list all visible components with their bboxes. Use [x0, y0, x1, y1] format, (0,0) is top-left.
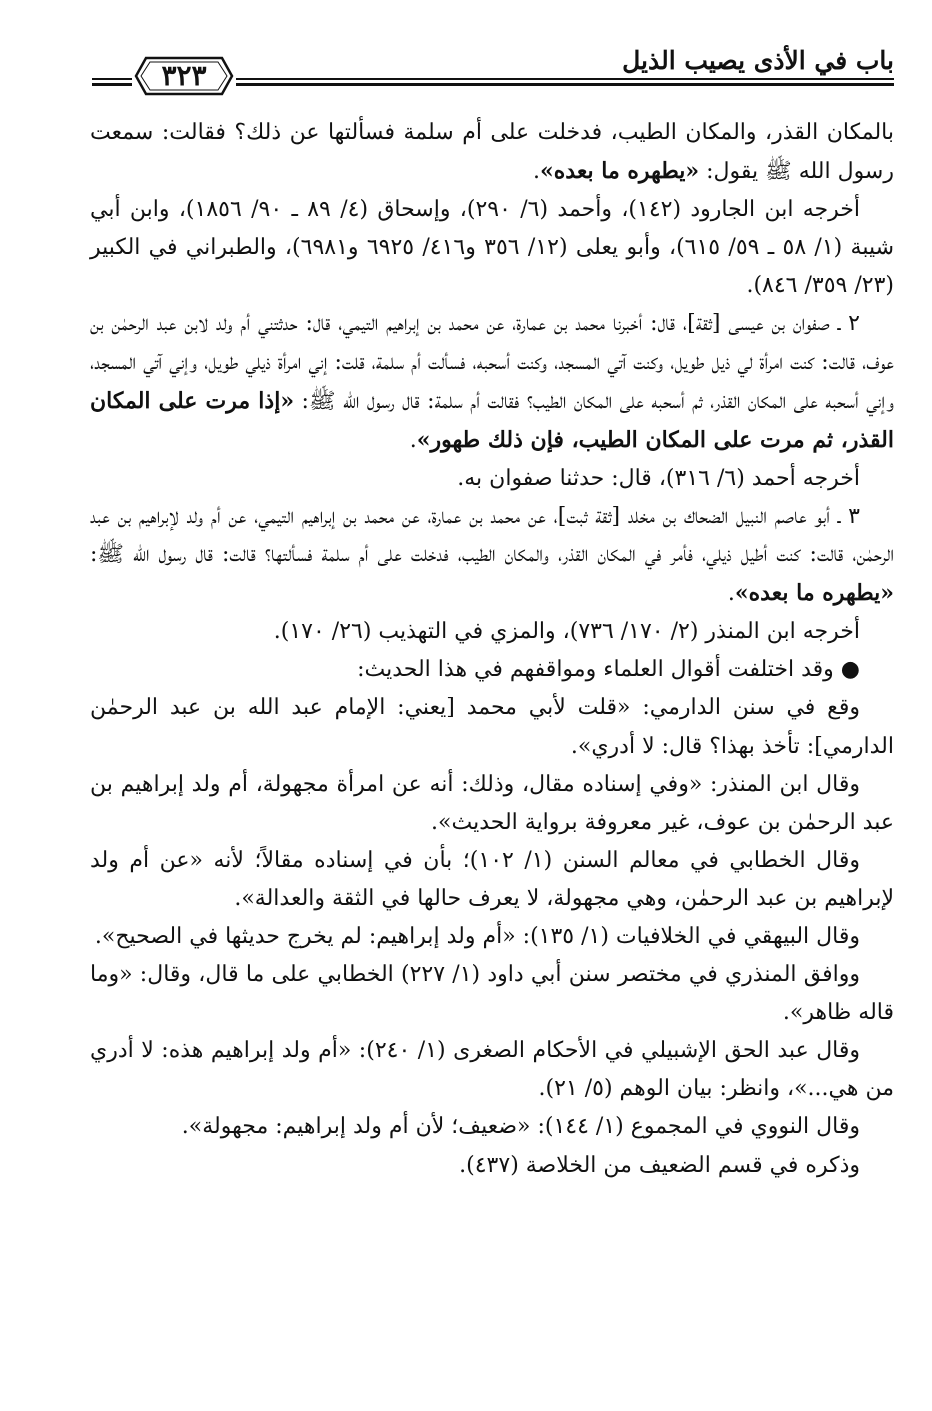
paragraph-12: ووافق المنذري في مختصر سنن أبي داود (١/ ٢٢٧) الخطابي على ما قال، وقال: «وما قاله ظاهر».	[90, 962, 894, 1026]
paragraph-1-text: بالمكان القذر، والمكان الطيب، فدخلت على أم سلمة فسألتها عن ذلك؟ فقالت: سمعت رسول الله ﷺ يقول:	[90, 120, 894, 185]
paragraph-15: وذكره في قسم الضعيف من الخلاصة (٤٣٧).	[459, 1152, 860, 1178]
paragraph-11: وقال البيهقي في الخلافيات (١/ ١٣٥): «أم ولد إبراهيم: لم يخرج حديثها في الصحيح».	[94, 923, 860, 949]
paragraph-2: أخرجه ابن الجارود (١٤٢)، وأحمد (٦/ ٢٩٠)، وإسحاق (٤/ ٨٩ ـ ٩٠/ ١٨٥٦)، وابن أبي شيبة (١/ ٥٨ ـ ٥٩/ ٦١٥)، وأبو يعلى (١٢/ ٣٥٦ و٤١٦/ ٦٩٢٥ و٦٩٨١)، والطبراني في الكبير (٢٣/ ٣٥٩/ ٨٤٦).	[90, 197, 895, 299]
paragraph-7: ● وقد اختلفت أقوال العلماء ومواقفهم في هذا الحديث:	[357, 657, 860, 683]
paragraph-1-end: .	[533, 159, 541, 185]
page-number: ٣٢٣	[161, 59, 207, 92]
paragraph-5-end: .	[727, 581, 735, 607]
paragraph-3	[90, 305, 894, 459]
paragraph-3-end: .	[409, 427, 417, 453]
hadith-quote-2: «إذا مرت على المكان القذر، ثم مرت على المكان الطيب، فإن ذلك طهور»	[90, 387, 894, 453]
paragraph-1	[90, 114, 894, 191]
paragraph-14: وقال النووي في المجموع (١/ ١٤٤): «ضعيف؛ لأن أم ولد إبراهيم: مجهولة».	[181, 1114, 860, 1140]
paragraph-10: وقال الخطابي في معالم السنن (١/ ١٠٢)؛ بأن في إسناده مقالاً؛ لأنه «عن أم ولد لإبراهيم بن عبد الرحمٰن، وهي مجهولة، لا يعرف حالها في الثقة والعدالة».	[90, 847, 894, 911]
page-body	[90, 114, 894, 1185]
page-header	[92, 38, 894, 110]
paragraph-6: أخرجه ابن المنذر (٢/ ١٧٠/ ٧٣٦)، والمزي في التهذيب (٢٦/ ١٧٠).	[273, 619, 860, 645]
hadith-quote-1: «يطهره ما بعده»	[540, 158, 700, 185]
paragraph-13: وقال عبد الحق الإشبيلي في الأحكام الصغرى (١/ ٢٤٠): «أم ولد إبراهيم هذه: لا أدري من هي...»، وانظر: بيان الوهم (٥/ ٢١).	[90, 1038, 894, 1102]
paragraph-9: وقال ابن المنذر: «وفي إسناده مقال، وذلك: أنه عن امرأة مجهولة، أم ولد إبراهيم بن عبد الرحمٰن بن عوف، غير معروفة برواية الحديث».	[90, 771, 894, 835]
paragraph-5-text: ٣ ـ أبو عاصم النبيل الضحاك بن مخلد [ثقة ثبت]، عن محمد بن عمارة، عن محمد بن إبراهيم التيمي، عن أم ولد لإبراهيم بن عبد الرحمٰن، قالت: كنت أطيل ذيلي، فأمر في المكان القذر، والمكان الطيب، فدخلت على أم سلمة فسألتها؟ قالت: قال رسول الله ﷺ:	[90, 503, 894, 568]
page-number-badge	[132, 54, 236, 98]
paragraph-8: وقع في سنن الدارمي: «قلت لأبي محمد [يعني: الإمام عبد الله بن عبد الرحمٰن الدارمي]: تأخذ بهذا؟ قال: لا أدري».	[90, 695, 894, 759]
paragraph-5	[90, 498, 894, 613]
running-title: باب في الأذى يصيب الذيل	[622, 46, 894, 75]
hadith-quote-3: «يطهره ما بعده»	[734, 580, 894, 607]
paragraph-3-text: ٢ ـ صفوان بن عيسى [ثقة]، قال: أخبرنا محمد بن عمارة، عن محمد بن إبراهيم التيمي، قال: حدثتني أم ولد لابن عبد الرحمٰن بن عوف، قالت: كنت امرأة لي ذيل طويل، وكنت آتي المسجد، وكنت أسحبه، فسألت أم سلمة، قلت: إني امرأة ذيلي طويل، وإني آتي المسجد، وإني أسحبه على المكان القذر، ثم أسحبه على المكان الطيب؟ فقالت أم سلمة: قال رسول الله ﷺ:	[90, 311, 894, 414]
paragraph-4: أخرجه أحمد (٦/ ٣١٦)، قال: حدثنا صفوان به.	[457, 465, 860, 491]
